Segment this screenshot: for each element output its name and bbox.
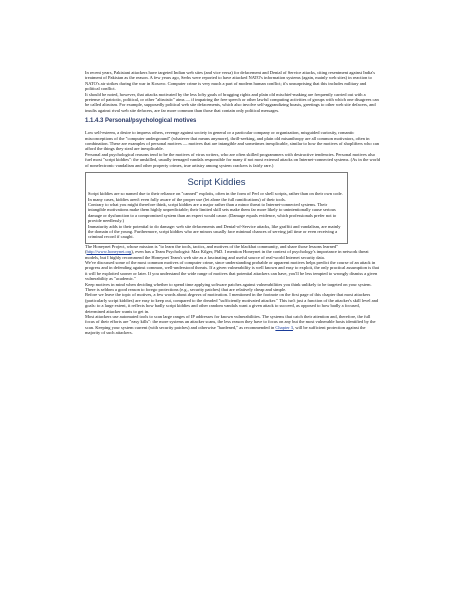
paragraph xyxy=(85,292,381,314)
text-span: ), even has a Team Psychologist: Max Kilger, PhD. I mention Honeynet in the context of psychology's importance in network threat models, but I highly recommend the Honeynet Team's web site as a fascinating and useful source of real-world Internet security data. xyxy=(85,249,369,260)
paragraph xyxy=(85,244,381,260)
paragraph: Keep motives in mind when deciding whether to spend time applying software patches against vulnerabilities you think unlikely to be targeted on your system. There is seldom a good reason to forego protections (e.g., security patches) that are relatively cheap and simple. xyxy=(85,281,372,292)
paragraph: In recent years, Pakistani attackers have targeted Indian web sites (and vice versa) for defacement and Denial of Service attacks, citing resentment against India's treatment of Pakistan as the reason. A few years ago, Serbs were reported to have attacked NATO's information systems (again, mainly web sites) in reaction to NATO's air strikes during the war in Kosovo. Computer crime is very much a part of modern human conflict; it's unsurprising that this includes military and political conflict. xyxy=(85,70,375,92)
text-span: of motivation. I mentioned in the footnote on the first page of this chapter that most attackers (particularly script kiddies) are easy to keep out, compared to the dreaded "sufficiently motivated attacker." This isn't just a function of the attacker's skill level and goals: to a large extent, it reflects how badly script kiddies and other random vandals want a given attack to succeed, as opposed to how badly a focused, determined attacker wants to get in. xyxy=(85,292,379,314)
sidebar-box xyxy=(85,172,348,244)
text-span: The Honeynet Project, whose mission is "to learn the tools, tactics, and motives of the blackhat community, and share those lessons learned" ( xyxy=(85,243,338,255)
text-span: Most attackers use automated tools to scan large ranges of IP addresses for known vulnerabilities. The systems that catch their attention and, therefore, the full focus of their efforts are "easy kills": the more systems an attacker scans, the less reason they have to focus on any but the most vulnerable hosts identified by the scan. Keeping your system current (with security patches) and otherwise "hardened," as recommended in xyxy=(85,314,376,330)
paragraph: We've discussed some of the most common motives of computer crime, since understanding probable or apparent motives helps predict the course of an attack in progress and in defending against common, well-understood threats. If a given vulnerability is well known and easy to exploit, the only practical assumption is that it will be exploited sooner or later. If you understand the wide range of motives that potential attackers can have, you'll be less tempted to wrongly dismiss a given vulnerability as "academic." xyxy=(85,259,380,282)
sidebar-title: Script Kiddies xyxy=(187,177,246,189)
emphasis: degrees xyxy=(187,292,202,298)
page-body xyxy=(85,70,381,336)
sidebar-paragraph: Contrary to what you might therefore think, script kiddies are a major rather than a minor threat to Internet-connected systems. Their intangible motivations make them highly unpredictable; their limited skill sets make them far more likely to unintentionally cause serious damage or dysfunction to a compromised system than an expert would cause. (Damage equals evidence, which professionals prefer not to provide needlessly.) xyxy=(88,201,337,224)
section-heading: 1.1.4.3 Personal/psychological motives xyxy=(85,118,197,125)
paragraph xyxy=(85,314,381,336)
text-span: , will be sufficient protection against the majority of such attackers. xyxy=(85,324,366,336)
honeynet-link[interactable]: http://www.honeynet.org xyxy=(86,249,132,255)
paragraph: Personal and psychological reasons tend to be the motives of virus writers, who are often skilled programmers with destructive tendencies. Personal motives also fuel most "script kiddies": the unskilled, usually teenaged vandals responsible for many if not most external attacks on Internet-connected systems. (As in the world of nonelectronic vandalism and other property crimes, true artistry among system crackers is fairly rare.) xyxy=(85,151,380,168)
sidebar-paragraph: Script kiddies are so named due to their reliance on "canned" exploits, often in the form of Perl or shell scripts, rather than on their own code. In many cases, kiddies aren't even fully aware of the proper use (let alone the full ramifications) of their tools. xyxy=(88,191,343,202)
chapter-3-link[interactable]: Chapter 3 xyxy=(275,324,293,330)
text-span: Before we leave the topic of motives, a few words about xyxy=(85,292,188,298)
sidebar-paragraph: Immaturity adds to their potential to do damage: web site defacements and Denial-of-Service attacks, like graffiti and vandalism, are mainly the domain of the young. Furthermore, script kiddies who are minors usually face minimal chances of serving jail time or even receiving a criminal record if caught. xyxy=(88,223,341,240)
paragraph: It should be noted, however, that attacks motivated by the less lofty goals of bragging rights and plain old mischief-making are frequently carried out with a pretense of patriotic, political, or other "altruistic" aims — if impairing the free speech or other lawful computing activities of groups with which one disagrees can be called altruism. For example, supposedly political web site defacements, which also involve self-aggrandizing boasts, greetings to other web site defacers, and insults against rival web site defacers, are far more common than those that contain only political messages. xyxy=(85,91,379,113)
paragraph: Low self-esteem, a desire to impress others, revenge against society in general or a particular company or organization, misguided curiosity, romantic misconceptions of the "computer underground" (whatever that means anymore), thrill-seeking, and plain old misanthropy are all common motivators, often in combination. These are examples of personal motives — motives that are intangible and sometimes inexplicable, similar to how the motives of shoplifters who can afford the things they steal are inexplicable. xyxy=(85,130,379,152)
